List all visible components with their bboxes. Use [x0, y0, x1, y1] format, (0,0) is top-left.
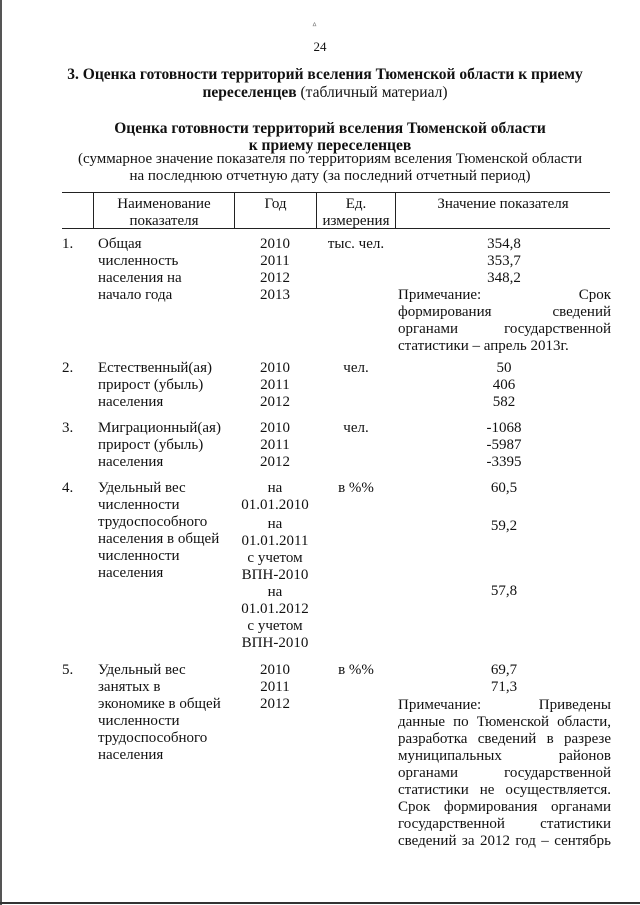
scan-bottom-edge: [0, 902, 640, 904]
row4-name-l5: численности: [98, 548, 180, 564]
row2-value-2: 406: [492, 377, 516, 393]
row1-unit: тыс. чел.: [327, 236, 385, 252]
row2-year-3: 2012: [260, 394, 290, 410]
row2-name-l3: населения: [98, 394, 164, 410]
row4-name-l6: населения: [98, 565, 164, 581]
row1-number: 1.: [62, 236, 74, 252]
row4-year-l9: с учетом: [247, 618, 303, 634]
section-heading-line1: 3. Оценка готовности территорий вселения Тюменской области к приему: [67, 66, 583, 83]
row5-name-l3: экономике в общей: [98, 696, 221, 712]
row5-values: [398, 662, 610, 696]
table-subtitle-line1: (суммарное значение показателя по территориям вселения Тюменской области: [78, 151, 582, 167]
table-title: [80, 120, 580, 154]
row5-note-l2: данные по Тюменской области,: [398, 714, 611, 730]
row4-year-l4: 01.01.2011: [241, 533, 309, 549]
row5-name: [98, 662, 238, 764]
table-title-line2: к приему переселенцев: [248, 137, 412, 154]
row2-name: [98, 360, 238, 411]
row1-value-2: 353,7: [487, 253, 521, 269]
row2-value-3: 582: [492, 394, 516, 410]
row5-note-l8: государственной статистики: [398, 816, 611, 832]
row2-year-1: 2010: [260, 360, 290, 376]
row5-name-l1: Удельный вес: [98, 662, 186, 678]
row3-name-l3: населения: [98, 454, 164, 470]
row3-year-3: 2012: [260, 454, 290, 470]
row1-note-l1: Примечание: Срок: [398, 287, 611, 303]
row5-year-1: 2010: [260, 662, 290, 678]
row5-value-2: 71,3: [490, 679, 518, 695]
row4-year-l6: ВПН-2010: [241, 567, 309, 583]
row5-year-2: 2011: [260, 679, 290, 695]
row1-name-l4: начало года: [98, 287, 173, 303]
row5-note-l6: статистики не осуществляется.: [398, 782, 611, 798]
header-name-l1: Наименование: [117, 196, 211, 212]
page-number: 24: [313, 39, 327, 54]
row4-year-l2: 01.01.2010: [241, 497, 309, 513]
row1-year-3: 2012: [260, 270, 290, 286]
row5-name-l2: занятых в: [98, 679, 161, 695]
row1-note-l4: статистики – апрель 2013г.: [398, 338, 569, 354]
row3-name: [98, 420, 238, 471]
row4-year-l7: на: [267, 584, 283, 600]
scan-mark: ᐞ: [312, 21, 317, 31]
row3-number: 3.: [62, 420, 74, 436]
table-subtitle-line2: на последнюю отчетную дату (за последний отчетный период): [129, 168, 531, 184]
row5-note-l5: органами государственной: [398, 765, 611, 781]
row1-note-l2: формирования сведений: [398, 304, 611, 320]
row3-year-2: 2011: [260, 437, 290, 453]
row5-note: [398, 697, 611, 850]
row4-name-l4: населения в общей: [98, 531, 220, 547]
row2-name-l1: Естественный(ая): [98, 360, 212, 376]
row1-year-4: 2013: [260, 287, 290, 303]
row5-name-l6: населения: [98, 747, 164, 763]
row4-number: 4.: [62, 480, 74, 496]
row3-name-l2: прирост (убыль): [98, 437, 204, 453]
row5-unit: в %%: [338, 662, 374, 678]
row1-name-l3: населения на: [98, 270, 182, 286]
row1-name-l1: Общая: [98, 236, 142, 252]
row2-unit: чел.: [343, 360, 369, 376]
section-heading: [55, 66, 595, 102]
row4-name: [98, 480, 238, 582]
row5-name-l4: численности: [98, 713, 180, 729]
table-top-rule: [62, 192, 610, 193]
scan-left-edge: [0, 0, 2, 905]
header-name: [94, 196, 234, 230]
row4-unit: в %%: [338, 480, 374, 496]
row2-year-2: 2011: [260, 377, 290, 393]
header-name-l2: показателя: [129, 213, 199, 229]
row1-values: [398, 236, 610, 287]
row3-value-3: -3395: [486, 454, 522, 470]
row4-year-l3: на: [267, 516, 283, 532]
row5-value-1: 69,7: [490, 662, 518, 678]
row1-note: [398, 287, 611, 355]
row4-year-l10: ВПН-2010: [241, 635, 309, 651]
row1-years: [236, 236, 314, 304]
row4-year-l1: на: [267, 480, 283, 496]
row5-note-l3: разработка сведений в разрезе: [398, 731, 611, 747]
row3-year-1: 2010: [260, 420, 290, 436]
row4-value-3: 57,8: [490, 583, 518, 599]
row4-years: [236, 480, 314, 652]
row5-note-l7: Срок формирования органами: [398, 799, 611, 815]
header-unit: [317, 196, 395, 230]
table-title-line1: Оценка готовности территорий вселения Тюменской области: [114, 120, 546, 137]
row3-value-2: -5987: [486, 437, 522, 453]
row5-year-3: 2012: [260, 696, 290, 712]
row4-name-l3: трудоспособного: [98, 514, 208, 530]
row5-name-l5: трудоспособного: [98, 730, 208, 746]
row3-value-1: -1068: [486, 420, 522, 436]
header-year: Год: [264, 196, 287, 212]
row5-note-l4: муниципальных районов: [398, 748, 611, 764]
row5-number: 5.: [62, 662, 74, 678]
row1-name-l2: численность: [98, 253, 179, 269]
row2-years: [236, 360, 314, 411]
row1-name: [98, 236, 238, 304]
row1-note-l3: органами государственной: [398, 321, 611, 337]
row5-years: [236, 662, 314, 713]
row5-note-l9: сведений за 2012 год – сентябрь: [398, 833, 611, 849]
row2-number: 2.: [62, 360, 74, 376]
row4-year-l5: с учетом: [247, 550, 303, 566]
section-heading-bold: переселенцев: [202, 84, 297, 101]
row4-year-l8: 01.01.2012: [241, 601, 309, 617]
header-unit-l2: измерения: [322, 213, 390, 229]
row4-name-l2: численности: [98, 497, 180, 513]
row4-name-l1: Удельный вес: [98, 480, 186, 496]
row3-years: [236, 420, 314, 471]
row1-year-2: 2011: [260, 253, 290, 269]
header-value: Значение показателя: [437, 196, 569, 212]
row3-unit: чел.: [343, 420, 369, 436]
row4-value-1: 60,5: [490, 480, 518, 496]
row4-value-2: 59,2: [490, 518, 518, 534]
row2-name-l2: прирост (убыль): [98, 377, 204, 393]
row2-value-1: 50: [496, 360, 512, 376]
row2-values: [398, 360, 610, 411]
row3-name-l1: Миграционный(ая): [98, 420, 221, 436]
row1-value-1: 354,8: [487, 236, 521, 252]
row3-values: [398, 420, 610, 471]
row1-year-1: 2010: [260, 236, 290, 252]
table-subtitle: [50, 151, 610, 185]
header-unit-l1: Ед.: [345, 196, 367, 212]
section-heading-rest: (табличный материал): [296, 84, 448, 101]
row5-note-l1: Примечание: Приведены: [398, 697, 611, 713]
row1-value-3: 348,2: [487, 270, 521, 286]
